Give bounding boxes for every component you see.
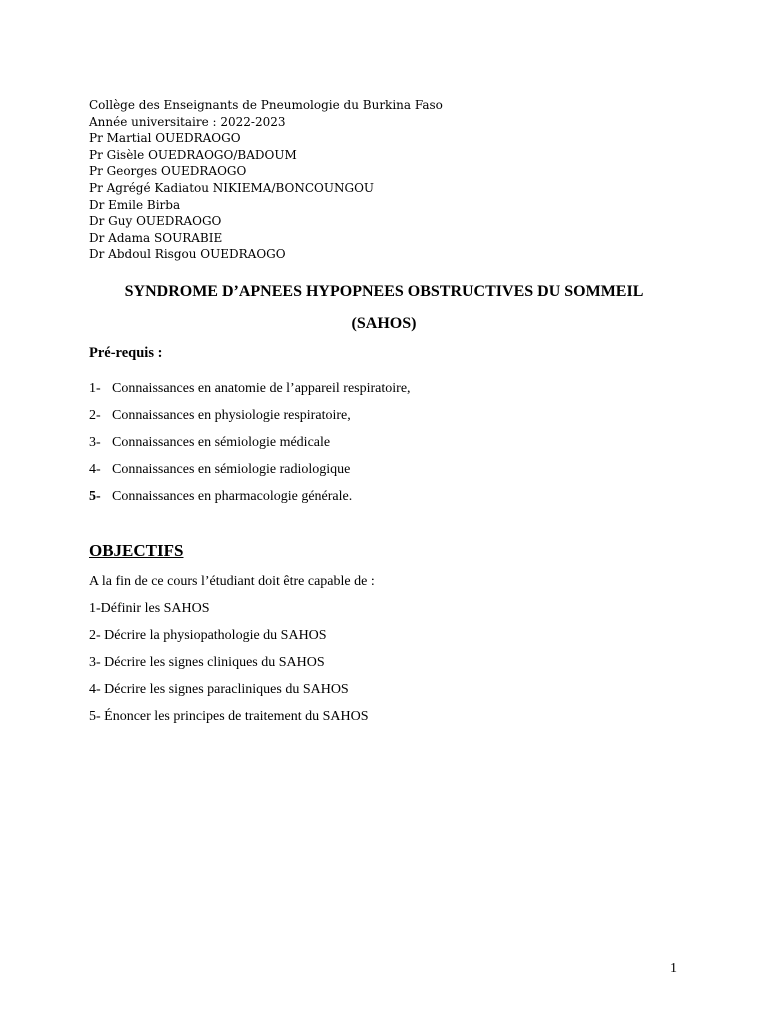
page-number: 1: [670, 961, 677, 976]
list-item-number: 4-: [89, 462, 101, 477]
document-title: SYNDROME D’APNEES HYPOPNEES OBSTRUCTIVES DU SOMMEIL: [124, 283, 644, 300]
list-item-text: Connaissances en pharmacologie générale.: [112, 489, 353, 504]
list-item: [89, 488, 411, 515]
header-block: [89, 97, 443, 263]
list-item-text: Connaissances en physiologie respiratoire,: [112, 408, 351, 423]
institution-line: Collège des Enseignants de Pneumologie du Burkina Faso: [89, 98, 443, 112]
author-line: Dr Emile Birba: [89, 197, 181, 212]
author-line: Pr Martial OUEDRAOGO: [89, 131, 241, 146]
list-item: 3- Décrire les signes cliniques du SAHOS: [89, 655, 325, 670]
author-line: Pr Gisèle OUEDRAOGO/BADOUM: [89, 147, 297, 162]
list-item-number: 2-: [89, 408, 101, 423]
list-item: 2- Décrire la physiopathologie du SAHOS: [89, 628, 327, 643]
list-item: [89, 461, 411, 488]
prerequisites-heading: Pré-requis :: [89, 345, 163, 361]
author-line: Pr Agrégé Kadiatou NIKIEMA/BONCOUNGOU: [89, 180, 375, 195]
list-item: [89, 380, 411, 407]
list-item-number: 1-: [89, 381, 101, 396]
list-item-text: Connaissances en sémiologie médicale: [112, 435, 331, 450]
list-item-number: 5-: [89, 489, 101, 504]
prerequisites-list: [89, 380, 411, 515]
list-item: 1-Définir les SAHOS: [89, 601, 210, 616]
list-item: [89, 434, 411, 461]
objectives-list: [89, 573, 375, 735]
author-line: Pr Georges OUEDRAOGO: [89, 164, 247, 179]
objectives-intro: A la fin de ce cours l’étudiant doit être capable de :: [89, 574, 375, 589]
list-item-number: 3-: [89, 435, 101, 450]
author-line: Dr Adama SOURABIE: [89, 230, 223, 245]
author-line: Dr Abdoul Risgou OUEDRAOGO: [89, 247, 286, 262]
author-line: Dr Guy OUEDRAOGO: [89, 214, 222, 229]
list-item: [89, 407, 411, 434]
list-item: 5- Énoncer les principes de traitement du SAHOS: [89, 709, 369, 724]
list-item: 4- Décrire les signes paracliniques du SAHOS: [89, 682, 349, 697]
document-title-acronym: (SAHOS): [351, 315, 417, 332]
objectives-heading: OBJECTIFS: [89, 541, 184, 560]
academic-year-line: Année universitaire : 2022-2023: [89, 114, 286, 129]
list-item-text: Connaissances en sémiologie radiologique: [112, 462, 351, 477]
list-item-text: Connaissances en anatomie de l’appareil respiratoire,: [112, 381, 411, 396]
